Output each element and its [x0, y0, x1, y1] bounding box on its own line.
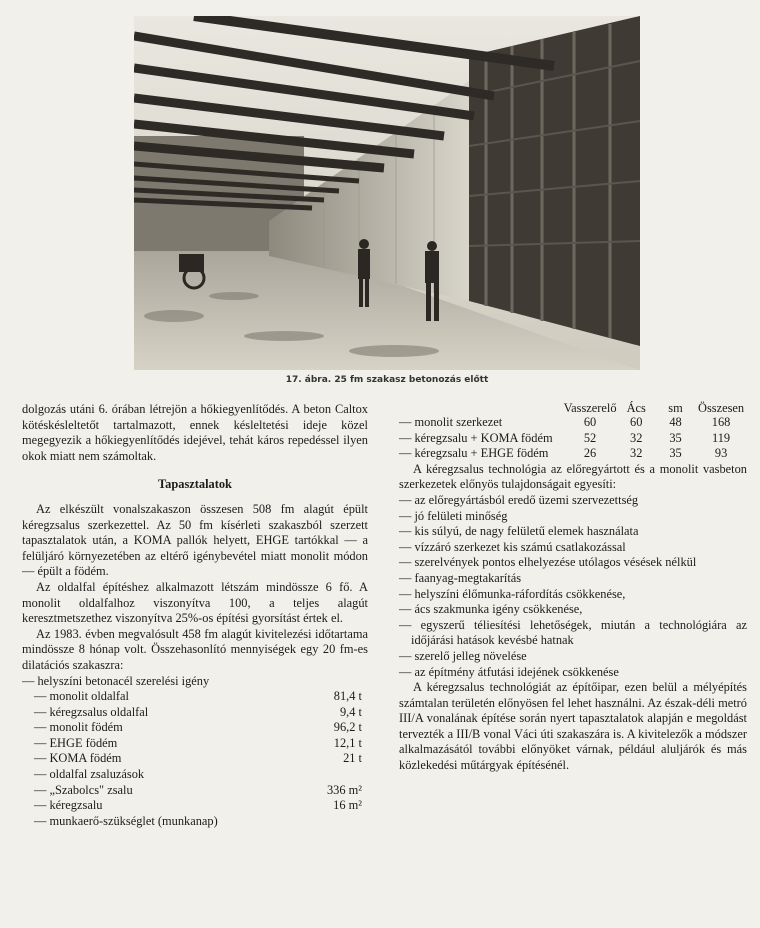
- list-item: — egyszerű téliesítési lehetőségek, miután a technológiára az időjárási hatások kevésbé hatnak: [399, 617, 747, 648]
- item-label: — kéregzsalu: [34, 798, 103, 813]
- right-column: [399, 402, 747, 774]
- item-value: 81,4 t: [333, 689, 362, 704]
- list-item: [22, 814, 368, 830]
- item-label: — monolit födém: [34, 720, 123, 735]
- cell: 119: [712, 430, 731, 445]
- construction-photo: [134, 16, 640, 370]
- paragraph: Az elkészült vonalszakaszon összesen 508 fm alagút épült kéregzsalus szerkezettel. Az 50 fm kísérleti szakaszból szerzett tapasztalatok után, a KOMA pallók helyett, EHGE tartókkal — a felüljáró környezetében az eltérő igénybevétel miatt monolit módon — épült a födém.: [22, 501, 368, 579]
- cell: 32: [630, 446, 643, 461]
- list-item: [22, 798, 368, 814]
- item-value: 96,2 t: [333, 720, 362, 735]
- table-header-row: [399, 402, 747, 415]
- advantages-list: [399, 493, 747, 680]
- item-value: 12,1 t: [333, 735, 362, 750]
- table-row: [399, 446, 747, 462]
- row-label: — kéregzsalu + EHGE födém: [399, 446, 549, 461]
- item-label: — oldalfal zsaluzások: [34, 767, 145, 782]
- cell: 26: [583, 446, 597, 461]
- row-label: — kéregzsalu + KOMA födém: [399, 430, 553, 445]
- item-label: — helyszíni betonacél szerelési igény: [22, 673, 210, 688]
- list-item: — vízzáró szerkezet kis számú csatlakozással: [399, 539, 626, 554]
- cell: 52: [583, 430, 597, 445]
- quantity-list: [22, 674, 368, 830]
- list-item: [22, 705, 368, 721]
- item-label: — EHGE födém: [34, 735, 118, 750]
- item-value: 9,4 t: [339, 704, 362, 719]
- item-value: 336 m²: [326, 782, 362, 797]
- list-item: [22, 767, 368, 783]
- cell: 60: [630, 415, 643, 429]
- item-label: — kéregzsalus oldalfal: [34, 704, 149, 719]
- table-row: [399, 431, 747, 447]
- column-header: Ács: [626, 401, 646, 415]
- paragraph: A kéregzsalus technológia az előregyártott és a monolit vasbeton szerkezetek előnyös tulajdonságait egyesíti:: [399, 461, 747, 492]
- item-value: 16 m²: [333, 798, 362, 813]
- list-item: [22, 689, 368, 705]
- list-item: [22, 783, 368, 799]
- item-value: [316, 674, 368, 690]
- cell: 35: [669, 430, 682, 445]
- paragraph: Az 1983. évben megvalósult 458 fm alagút kivitelezési időtartama mindössze 8 hónap volt. Összehasonlító mennyiségek egy 20 fm-es dilatációs szakaszra:: [22, 626, 368, 672]
- list-item: — az építmény átfutási idejének csökkenése: [399, 664, 619, 679]
- list-item: — ács szakmunka igény csökkenése,: [399, 602, 583, 617]
- list-item: — szerelő jelleg növelése: [399, 648, 527, 663]
- list-item: [22, 720, 368, 736]
- item-value: 21 t: [343, 751, 362, 766]
- column-header: sm: [668, 401, 683, 415]
- cell: 93: [714, 446, 728, 461]
- cell: 35: [669, 446, 682, 461]
- left-column: [22, 402, 368, 829]
- item-value: [316, 814, 368, 830]
- list-item: — helyszíni élőmunka-ráfordítás csökkenése,: [399, 586, 626, 601]
- figure-caption: 17. ábra. 25 fm szakasz betonozás előtt: [285, 375, 489, 385]
- item-value: [316, 767, 368, 783]
- list-item: [22, 751, 368, 767]
- item-label: — monolit oldalfal: [34, 689, 129, 704]
- paragraph: A kéregzsalus technológiát az építőipar, ezen belül a mélyépítés számtalan területén előnyösen fel lehet használni. Az észak-déli metró III/A vonalának építése során nyert tapasztalatok alapján e megoldást tervezték a III/B vonal Váci úti szakaszára is. A kivitelezők a módszer alkalmazásától további előnyöket várnak, például aluljárók és más közlekedési műtárgyak építésénél.: [399, 680, 747, 773]
- list-item: — jó felületi minőség: [399, 508, 508, 523]
- list-item: — az előregyártásból eredő üzemi szervezettség: [399, 492, 639, 507]
- cell: 168: [711, 415, 731, 429]
- row-label: — monolit szerkezet: [399, 415, 503, 429]
- labor-comparison-table: [399, 402, 747, 462]
- paragraph: Az oldalfal építéshez alkalmazott létszám mindössze 6 fő. A monolit oldalfalhoz viszonyítva 100, a teljes alagút keresztmetszethez viszonyítva 25%-os építési gyorsítást értek el.: [22, 579, 368, 626]
- item-label: — KOMA födém: [34, 751, 122, 766]
- item-label: — munkaerő-szükséglet (munkanap): [34, 813, 218, 828]
- table-row: [399, 415, 747, 431]
- column-header: Összesen: [698, 401, 745, 415]
- column-header: Vasszerelő: [563, 401, 617, 415]
- item-label: — „Szabolcs" zsalu: [34, 782, 133, 797]
- section-heading: Tapasztalatok: [158, 477, 232, 492]
- list-item: — kis súlyú, de nagy felületű elemek használata: [399, 524, 639, 539]
- list-item: — szerelvények pontos elhelyezése utólagos vésések nélkül: [399, 555, 697, 570]
- cell: 48: [669, 415, 682, 429]
- cell: 32: [630, 430, 643, 445]
- paragraph-continuation: dolgozás utáni 6. órában létrejön a hőkiegyenlítődés. A beton Caltox kötéskésleltetőt tartalmazott, ennek késleltetési ideje közel megegyezik a hőkiegyenlítődés idejével, tehát káros repedéssel ilyen okok miatt nem számoltak.: [22, 402, 368, 463]
- list-item: — faanyag-megtakarítás: [399, 570, 522, 585]
- list-item: [22, 674, 368, 690]
- cell: 60: [583, 415, 597, 429]
- list-item: [22, 736, 368, 752]
